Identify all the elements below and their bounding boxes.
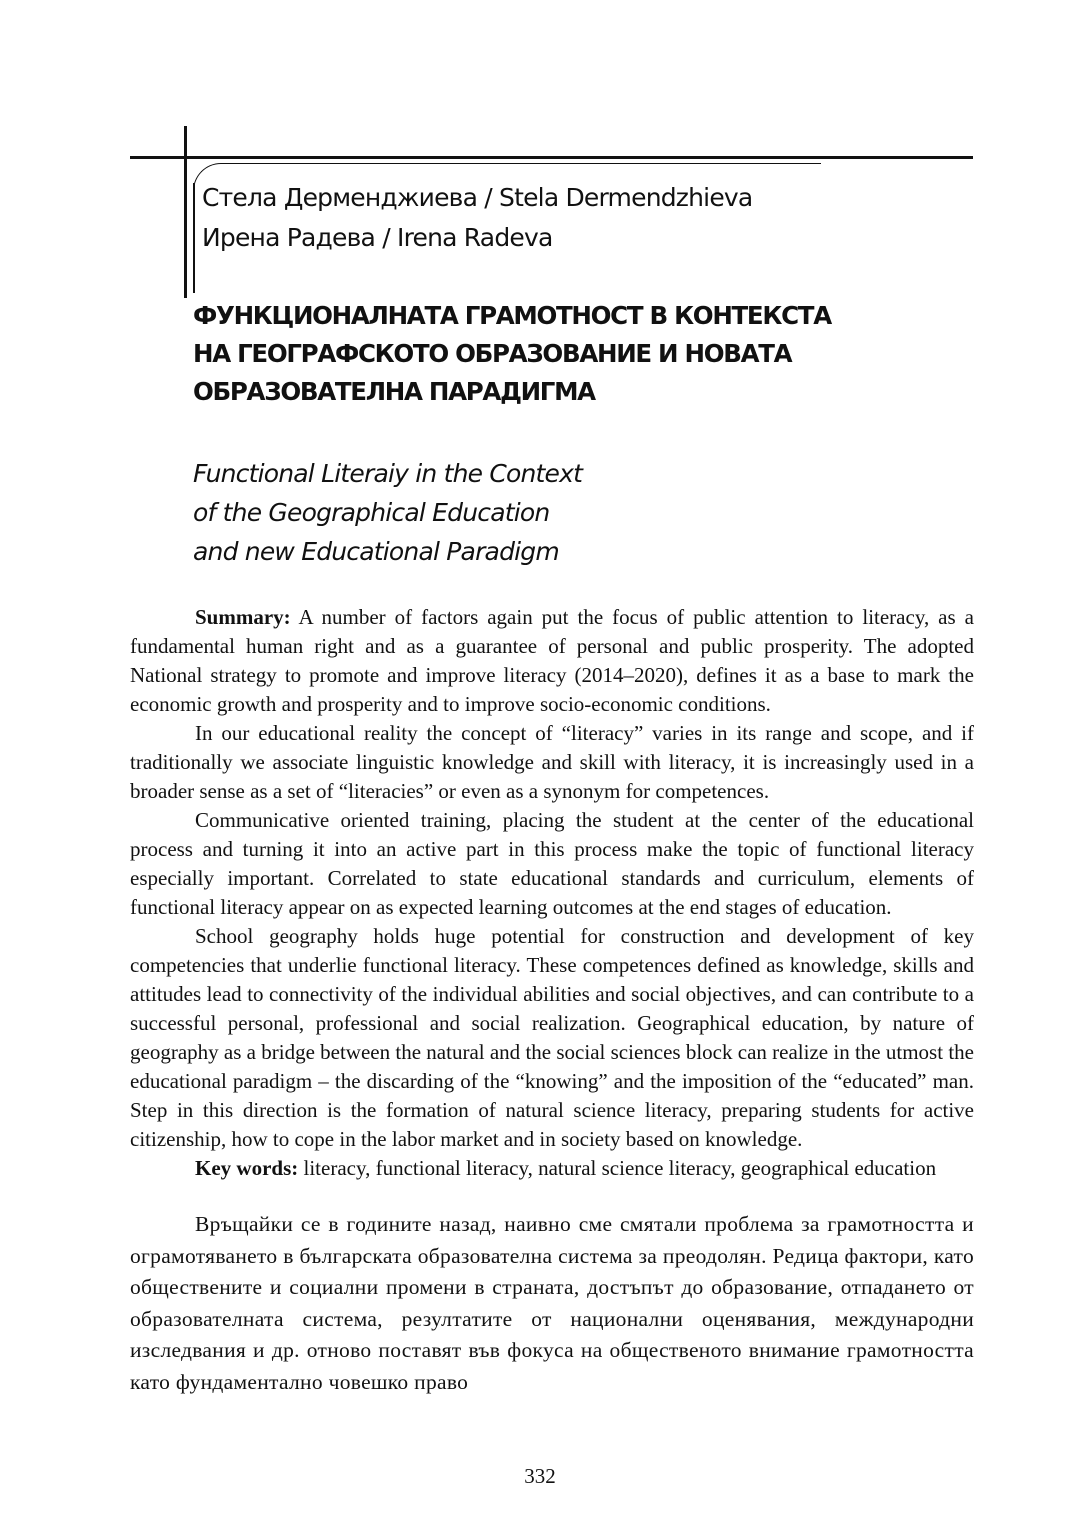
- keywords-text: literacy, functional literacy, natural science literacy, geographical education: [298, 1156, 937, 1180]
- abstract-paragraph-2: In our educational reality the concept of “literacy” varies in its range and scope, and if traditionally we associate linguistic knowledge and skill with literacy, it is increasingly used in a broader sense as a set of “literacies” or even as a synonym for competences.: [130, 721, 974, 803]
- summary-label: Summary:: [195, 605, 291, 629]
- title-english-line-1: Functional Literaiy in the Context: [193, 459, 583, 488]
- corner-rule-horizontal: [130, 156, 973, 159]
- abstract: [130, 603, 974, 1183]
- abstract-paragraph-3: Communicative oriented training, placing the student at the center of the educational process and turning it into an active part in this process make the topic of functional literacy especially important. Correlated to state educational standards and curriculum, elements of functional literacy appear on as expected learning outcomes at the end stages of education.: [130, 808, 974, 919]
- title-english-line-2: of the Geographical Education: [193, 498, 550, 527]
- title-bulgarian-line-1: ФУНКЦИОНАЛНАТА ГРАМОТНОСТ В КОНТЕКСТА: [193, 301, 831, 330]
- author-list: [202, 178, 752, 258]
- abstract-paragraph-1: [130, 603, 974, 719]
- title-english: [193, 454, 893, 571]
- abstract-paragraph-4: School geography holds huge potential for construction and development of key competencies that underlie functional literacy. These competences defined as knowledge, skills and attitudes lead to connectivity of the individual abilities and social objectives, and can contribute to a successful personal, professional and social realization. Geographical education, by nature of geography as a bridge between the natural and the social sciences block can realize in the utmost the educational paradigm – the discarding of the “knowing” and the imposition of the “educated” man. Step in this direction is the formation of natural science literacy, preparing students for active citizenship, how to cope in the labor market and in society based on knowledge.: [130, 924, 974, 1151]
- keywords-line: [130, 1154, 974, 1183]
- keywords-label: Key words:: [195, 1156, 299, 1180]
- title-english-line-3: and new Educational Paradigm: [193, 537, 559, 566]
- decorative-frame-inner-rule: [193, 183, 195, 293]
- body-paragraph-1: Връщайки се в годините назад, наивно сме смятали проблема за грамотността и ограмотяването в българската образователна система за преодолян. Редица фактори, като обществените и социални промени в страната, достъпът до образование, отпадането от образователната система, резултатите от национални оценявания, международни изследвания и др. отново поставят във фокуса на общественото внимание грамотността като фундаментално човешко право: [130, 1212, 974, 1394]
- abstract-paragraph-1-text: A number of factors again put the focus of public attention to literacy, as a fundamental human right and as a guarantee of personal and public prosperity. The adopted National strategy to promote and improve literacy (2014–2020), defines it as a base to mark the economic growth and prosperity and to improve socio-economic conditions.: [130, 605, 974, 716]
- title-bulgarian-line-2: НА ГЕОГРАФСКОТО ОБРАЗОВАНИЕ И НОВАТА: [193, 339, 792, 368]
- body-text: [130, 1209, 974, 1398]
- corner-rule-vertical: [184, 126, 187, 298]
- page-number: 332: [524, 1464, 556, 1488]
- author-1: Стела Дерменджиева / Stela Dermendzhieva: [202, 183, 753, 212]
- title-bulgarian-line-3: ОБРАЗОВАТЕЛНА ПАРАДИГМА: [193, 377, 595, 406]
- author-2: Ирена Радева / Irena Radeva: [202, 223, 553, 252]
- title-bulgarian: [193, 297, 933, 411]
